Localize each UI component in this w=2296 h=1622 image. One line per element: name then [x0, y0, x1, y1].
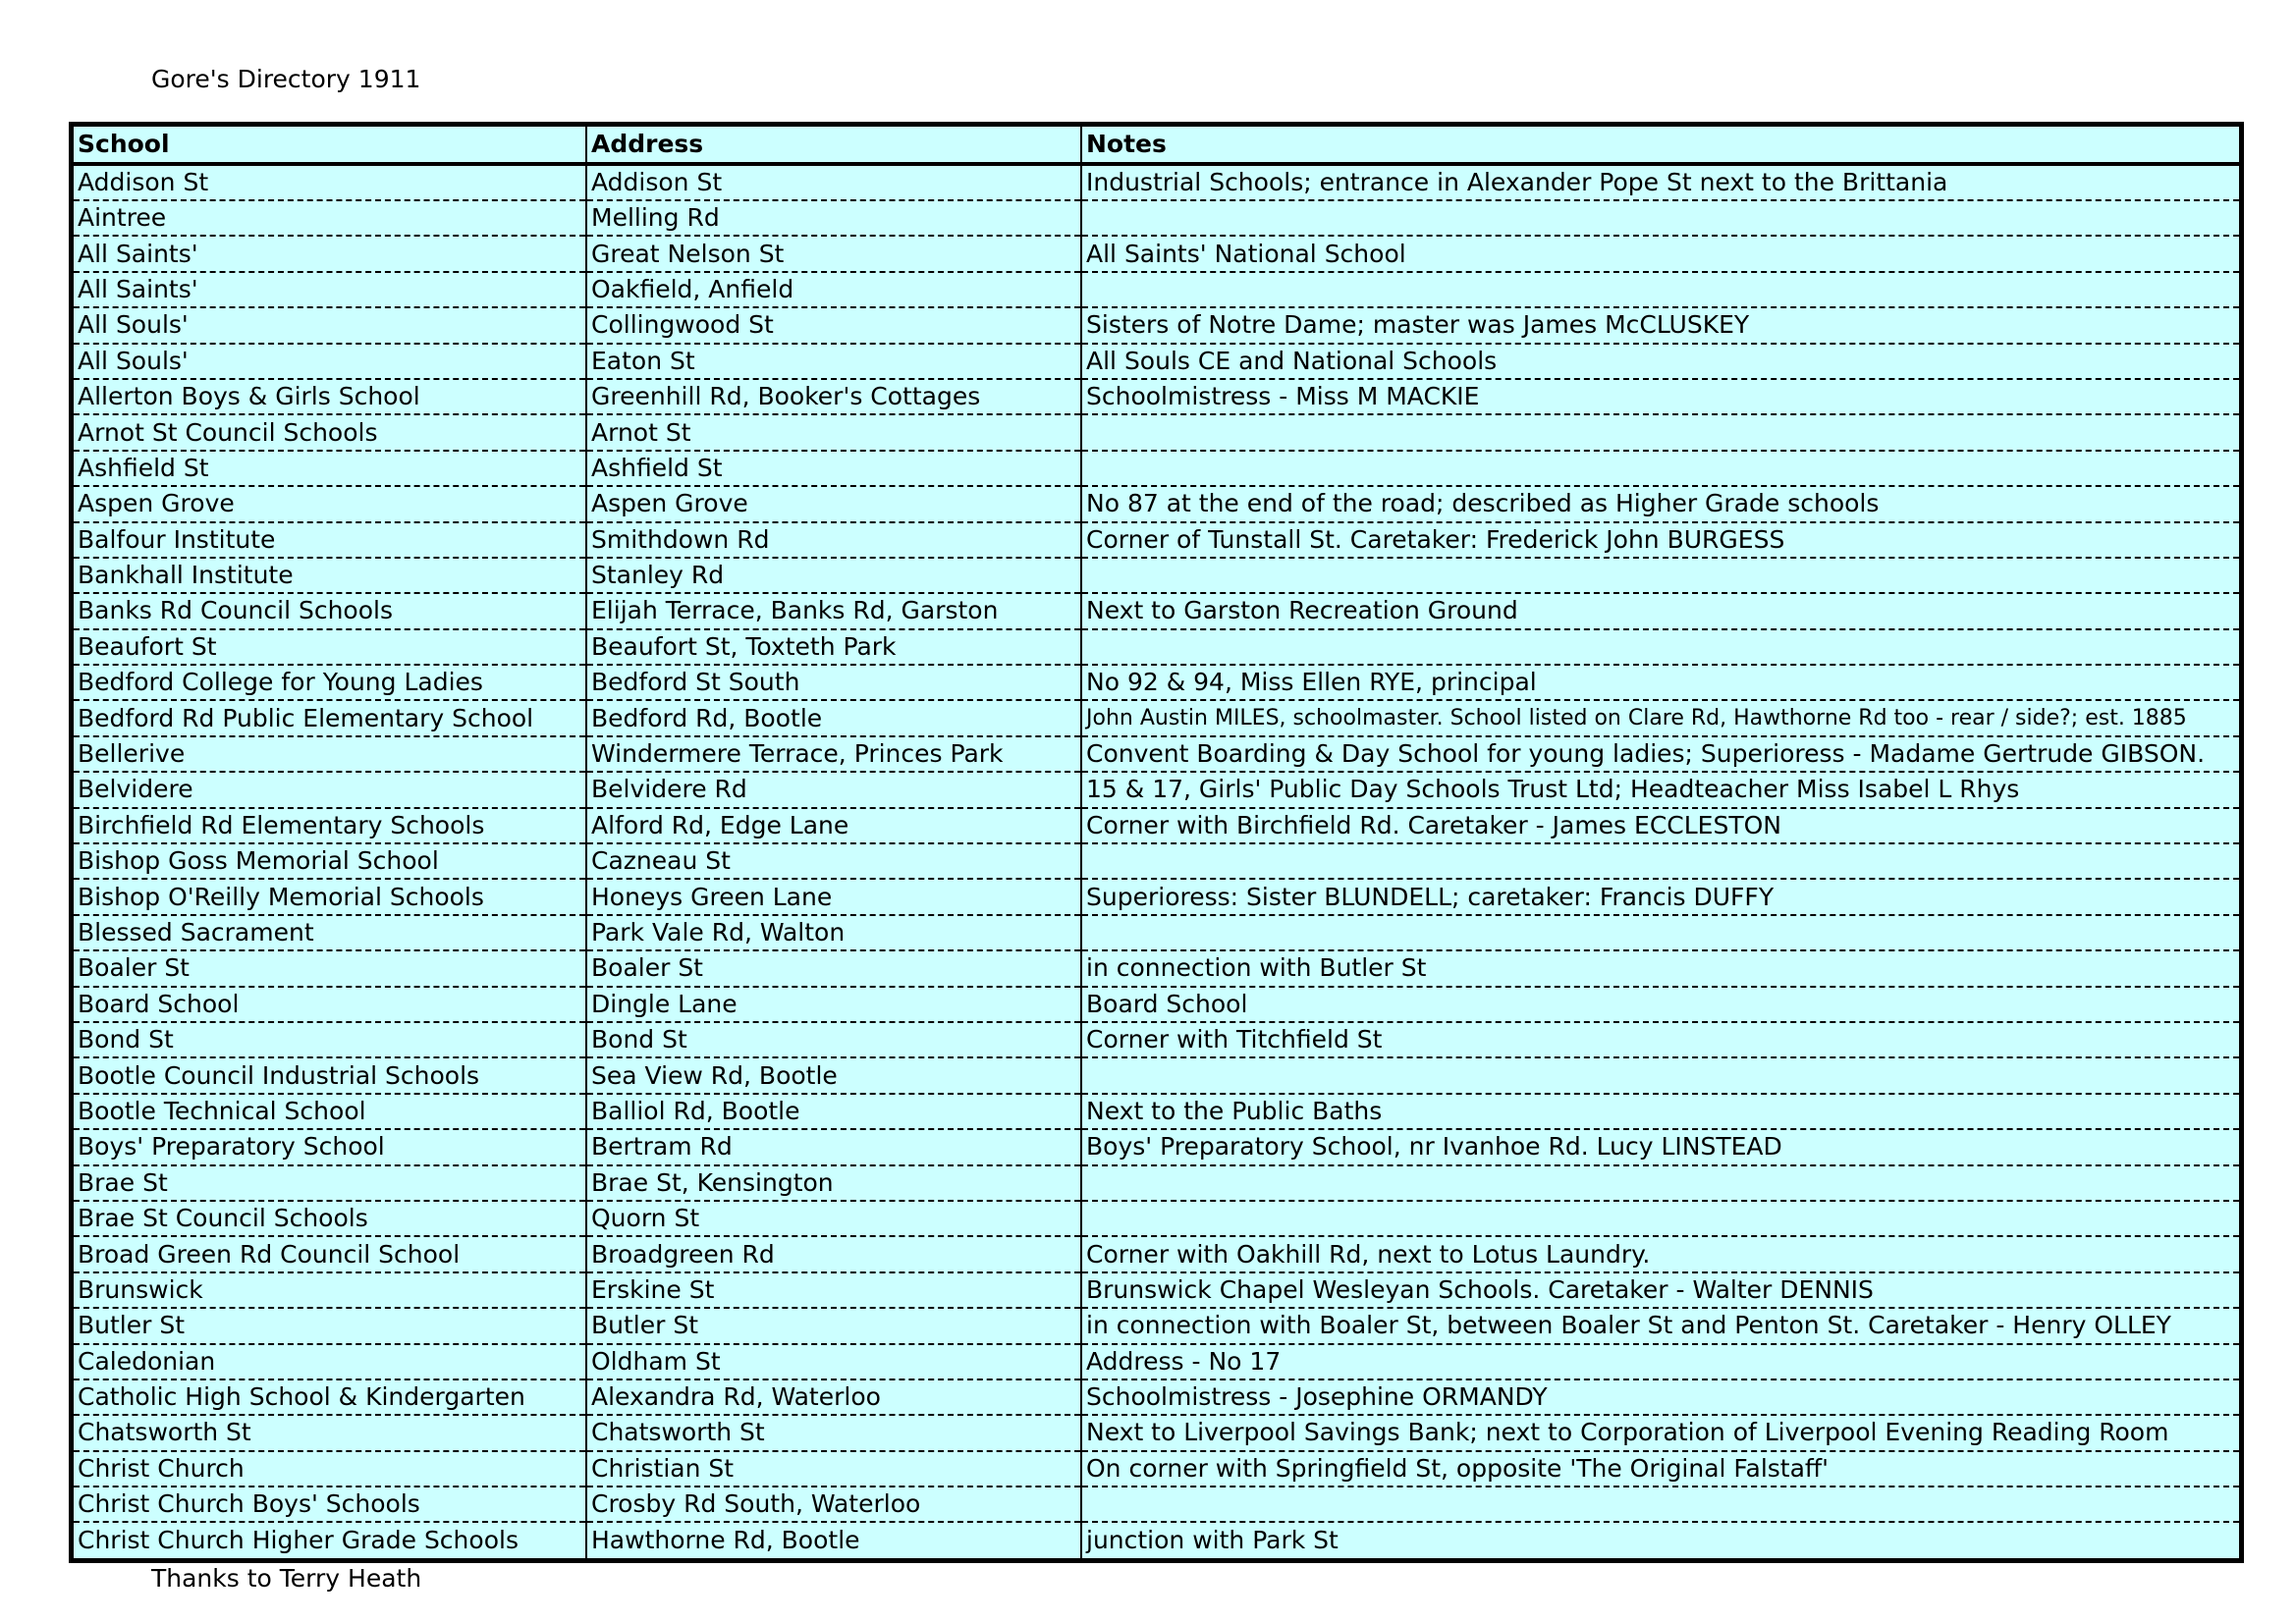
cell-notes: [1081, 1057, 2239, 1093]
cell-address: Eaton St: [586, 344, 1081, 379]
cell-notes: [1081, 1165, 2239, 1201]
cell-address: Bond St: [586, 1022, 1081, 1057]
cell-notes: Corner with Birchfield Rd. Caretaker - James ECCLESTON: [1081, 808, 2239, 843]
cell-address: Oldham St: [586, 1344, 1081, 1379]
table-row: [74, 1236, 2239, 1271]
table-row: [74, 1308, 2239, 1343]
table-row: [74, 700, 2239, 735]
cell-address: Greenhill Rd, Booker's Cottages: [586, 379, 1081, 414]
cell-address: Bedford St South: [586, 665, 1081, 700]
table-row: [74, 808, 2239, 843]
table-row: [74, 950, 2239, 986]
cell-school: All Souls': [74, 344, 586, 379]
cell-address: Butler St: [586, 1308, 1081, 1343]
cell-school: Bellerive: [74, 736, 586, 772]
cell-notes: [1081, 843, 2239, 879]
cell-address: Windermere Terrace, Princes Park: [586, 736, 1081, 772]
cell-notes: 15 & 17, Girls' Public Day Schools Trust Ltd; Headteacher Miss Isabel L Rhys: [1081, 772, 2239, 807]
cell-school: Aintree: [74, 200, 586, 236]
cell-school: Christ Church Higher Grade Schools: [78, 1526, 519, 1555]
cell-school: Bond St: [74, 1022, 586, 1057]
cell-address: Park Vale Rd, Walton: [586, 915, 1081, 950]
cell-address: Bedford Rd, Bootle: [586, 700, 1081, 735]
table-row: [74, 736, 2239, 772]
cell-notes: in connection with Butler St: [1081, 950, 2239, 986]
table-row: [74, 843, 2239, 879]
cell-notes: All Saints' National School: [1081, 236, 2239, 271]
cell-school: Board School: [74, 987, 586, 1022]
table-row: [74, 1094, 2239, 1129]
table-row: [74, 558, 2239, 593]
cell-address: Belvidere Rd: [586, 772, 1081, 807]
cell-school: Boaler St: [74, 950, 586, 986]
cell-notes: Address - No 17: [1081, 1344, 2239, 1379]
cell-school: Beaufort St: [74, 629, 586, 665]
cell-address: Boaler St: [586, 950, 1081, 986]
cell-address: Smithdown Rd: [586, 522, 1081, 558]
cell-notes: [1081, 915, 2239, 950]
table-row: [74, 1201, 2239, 1236]
table-row: [74, 1379, 2239, 1415]
cell-notes: [1081, 451, 2239, 486]
table-row: [74, 522, 2239, 558]
cell-school: Brae St: [74, 1165, 586, 1201]
cell-notes: [1081, 272, 2239, 307]
cell-notes: Next to Garston Recreation Ground: [1081, 593, 2239, 628]
cell-notes: Next to Liverpool Savings Bank; next to Corporation of Liverpool Evening Reading Room: [1081, 1415, 2239, 1450]
cell-school: Boys' Preparatory School: [74, 1129, 586, 1164]
cell-notes: [1081, 1487, 2239, 1522]
page-title: Gore's Directory 1911: [151, 65, 421, 93]
table-row: [74, 879, 2239, 914]
cell-address: Cazneau St: [586, 843, 1081, 879]
cell-address: Arnot St: [586, 414, 1081, 450]
cell-address: Alexandra Rd, Waterloo: [586, 1379, 1081, 1415]
table-body: [74, 164, 2239, 1558]
cell-address: Ashfield St: [586, 451, 1081, 486]
cell-school: Aspen Grove: [74, 486, 586, 521]
cell-address: Balliol Rd, Bootle: [586, 1094, 1081, 1129]
cell-notes: Boys' Preparatory School, nr Ivanhoe Rd. Lucy LINSTEAD: [1081, 1129, 2239, 1164]
table-row: [74, 236, 2239, 271]
cell-notes: Corner with Titchfield St: [1081, 1022, 2239, 1057]
cell-address: Dingle Lane: [586, 987, 1081, 1022]
cell-address: Bertram Rd: [586, 1129, 1081, 1164]
cell-notes: Superioress: Sister BLUNDELL; caretaker: Francis DUFFY: [1081, 879, 2239, 914]
table-row: [74, 987, 2239, 1022]
cell-school: Banks Rd Council Schools: [74, 593, 586, 628]
schools-table-container: [69, 122, 2244, 1563]
cell-notes: [1081, 414, 2239, 450]
table-row: [74, 1487, 2239, 1522]
cell-address: Beaufort St, Toxteth Park: [586, 629, 1081, 665]
cell-notes: Board School: [1081, 987, 2239, 1022]
table-row: [74, 1272, 2239, 1308]
cell-school: Broad Green Rd Council School: [74, 1236, 586, 1271]
cell-school: Bootle Council Industrial Schools: [74, 1057, 586, 1093]
cell-school: Birchfield Rd Elementary Schools: [74, 808, 586, 843]
table-row: [74, 1129, 2239, 1164]
table-row: [74, 486, 2239, 521]
cell-address: Aspen Grove: [586, 486, 1081, 521]
cell-notes: [1081, 629, 2239, 665]
cell-address: Christian St: [586, 1451, 1081, 1487]
cell-school: Butler St: [74, 1308, 586, 1343]
cell-school: Bedford Rd Public Elementary School: [74, 700, 586, 735]
cell-notes: [1081, 1201, 2239, 1236]
cell-notes: junction with Park St: [1081, 1522, 2239, 1557]
table-row: [74, 379, 2239, 414]
cell-notes: Schoolmistress - Miss M MACKIE: [1081, 379, 2239, 414]
table-row: [74, 915, 2239, 950]
table-row: [74, 593, 2239, 628]
table-row: [74, 1165, 2239, 1201]
table-row: [74, 307, 2239, 343]
cell-notes: John Austin MILES, schoolmaster. School listed on Clare Rd, Hawthorne Rd too - rear / side?; est. 1885: [1081, 700, 2239, 735]
cell-notes: No 87 at the end of the road; described as Higher Grade schools: [1081, 486, 2239, 521]
cell-school: Christ Church: [74, 1451, 586, 1487]
table-row: [74, 344, 2239, 379]
cell-school: Balfour Institute: [74, 522, 586, 558]
cell-school: Catholic High School & Kindergarten: [74, 1379, 586, 1415]
cell-address: Elijah Terrace, Banks Rd, Garston: [586, 593, 1081, 628]
cell-notes: Corner with Oakhill Rd, next to Lotus Laundry.: [1081, 1236, 2239, 1271]
table-row: [74, 200, 2239, 236]
table-header-row: [74, 127, 2239, 164]
cell-school: Arnot St Council Schools: [74, 414, 586, 450]
table-row: [74, 1451, 2239, 1487]
cell-address: Quorn St: [586, 1201, 1081, 1236]
cell-address: Crosby Rd South, Waterloo: [586, 1487, 1081, 1522]
cell-notes: in connection with Boaler St, between Boaler St and Penton St. Caretaker - Henry OLLEY: [1081, 1308, 2239, 1343]
table-row: [74, 772, 2239, 807]
cell-school: Bishop Goss Memorial School: [74, 843, 586, 879]
cell-address: Erskine St: [586, 1272, 1081, 1308]
table-row: [74, 272, 2239, 307]
table-row: [74, 1522, 2239, 1557]
cell-school: Christ Church Boys' Schools: [74, 1487, 586, 1522]
table-row: [74, 1344, 2239, 1379]
column-header-school: School: [74, 127, 586, 164]
schools-table: [74, 127, 2239, 1558]
cell-address: Oakfield, Anfield: [586, 272, 1081, 307]
cell-address: Great Nelson St: [586, 236, 1081, 271]
cell-school: Blessed Sacrament: [74, 915, 586, 950]
table-row: [74, 164, 2239, 200]
cell-school: Bishop O'Reilly Memorial Schools: [74, 879, 586, 914]
cell-notes: Brunswick Chapel Wesleyan Schools. Caretaker - Walter DENNIS: [1081, 1272, 2239, 1308]
column-header-notes: Notes: [1081, 127, 2239, 164]
cell-address: Brae St, Kensington: [586, 1165, 1081, 1201]
cell-notes: [1081, 558, 2239, 593]
cell-school: Addison St: [74, 164, 586, 200]
cell-address: Chatsworth St: [586, 1415, 1081, 1450]
cell-notes: No 92 & 94, Miss Ellen RYE, principal: [1081, 665, 2239, 700]
cell-address: Sea View Rd, Bootle: [586, 1057, 1081, 1093]
table-row: [74, 665, 2239, 700]
cell-address: Melling Rd: [586, 200, 1081, 236]
table-row: [74, 1057, 2239, 1093]
cell-notes: [1081, 200, 2239, 236]
cell-address: Hawthorne Rd, Bootle: [586, 1522, 1081, 1557]
cell-school: All Saints': [74, 236, 586, 271]
cell-notes: Next to the Public Baths: [1081, 1094, 2239, 1129]
cell-notes: All Souls CE and National Schools: [1081, 344, 2239, 379]
cell-school: All Souls': [74, 307, 586, 343]
cell-notes: Industrial Schools; entrance in Alexander Pope St next to the Brittania: [1081, 164, 2239, 200]
cell-school: Ashfield St: [74, 451, 586, 486]
cell-school: Allerton Boys & Girls School: [74, 379, 586, 414]
cell-school: Chatsworth St: [74, 1415, 586, 1450]
cell-school: Bedford College for Young Ladies: [74, 665, 586, 700]
cell-address: Stanley Rd: [586, 558, 1081, 593]
cell-notes: On corner with Springfield St, opposite 'The Original Falstaff': [1081, 1451, 2239, 1487]
cell-notes: Sisters of Notre Dame; master was James McCLUSKEY: [1081, 307, 2239, 343]
cell-address: Alford Rd, Edge Lane: [586, 808, 1081, 843]
table-row: [74, 451, 2239, 486]
cell-address: Honeys Green Lane: [586, 879, 1081, 914]
table-row: [74, 1022, 2239, 1057]
cell-school: Brae St Council Schools: [74, 1201, 586, 1236]
cell-notes: Schoolmistress - Josephine ORMANDY: [1081, 1379, 2239, 1415]
cell-school: Bankhall Institute: [74, 558, 586, 593]
column-header-address: Address: [586, 127, 1081, 164]
cell-address: Broadgreen Rd: [586, 1236, 1081, 1271]
cell-notes: Corner of Tunstall St. Caretaker: Frederick John BURGESS: [1081, 522, 2239, 558]
cell-notes: Convent Boarding & Day School for young ladies; Superioress - Madame Gertrude GIBSON.: [1081, 736, 2239, 772]
cell-school: All Saints': [74, 272, 586, 307]
table-row: [74, 1415, 2239, 1450]
cell-school: Caledonian: [74, 1344, 586, 1379]
cell-school: Brunswick: [74, 1272, 586, 1308]
footer-credit: Thanks to Terry Heath: [151, 1564, 422, 1593]
cell-school: Belvidere: [74, 772, 586, 807]
cell-address: Addison St: [586, 164, 1081, 200]
cell-address: Collingwood St: [586, 307, 1081, 343]
table-row: [74, 414, 2239, 450]
cell-school: Bootle Technical School: [74, 1094, 586, 1129]
table-row: [74, 629, 2239, 665]
